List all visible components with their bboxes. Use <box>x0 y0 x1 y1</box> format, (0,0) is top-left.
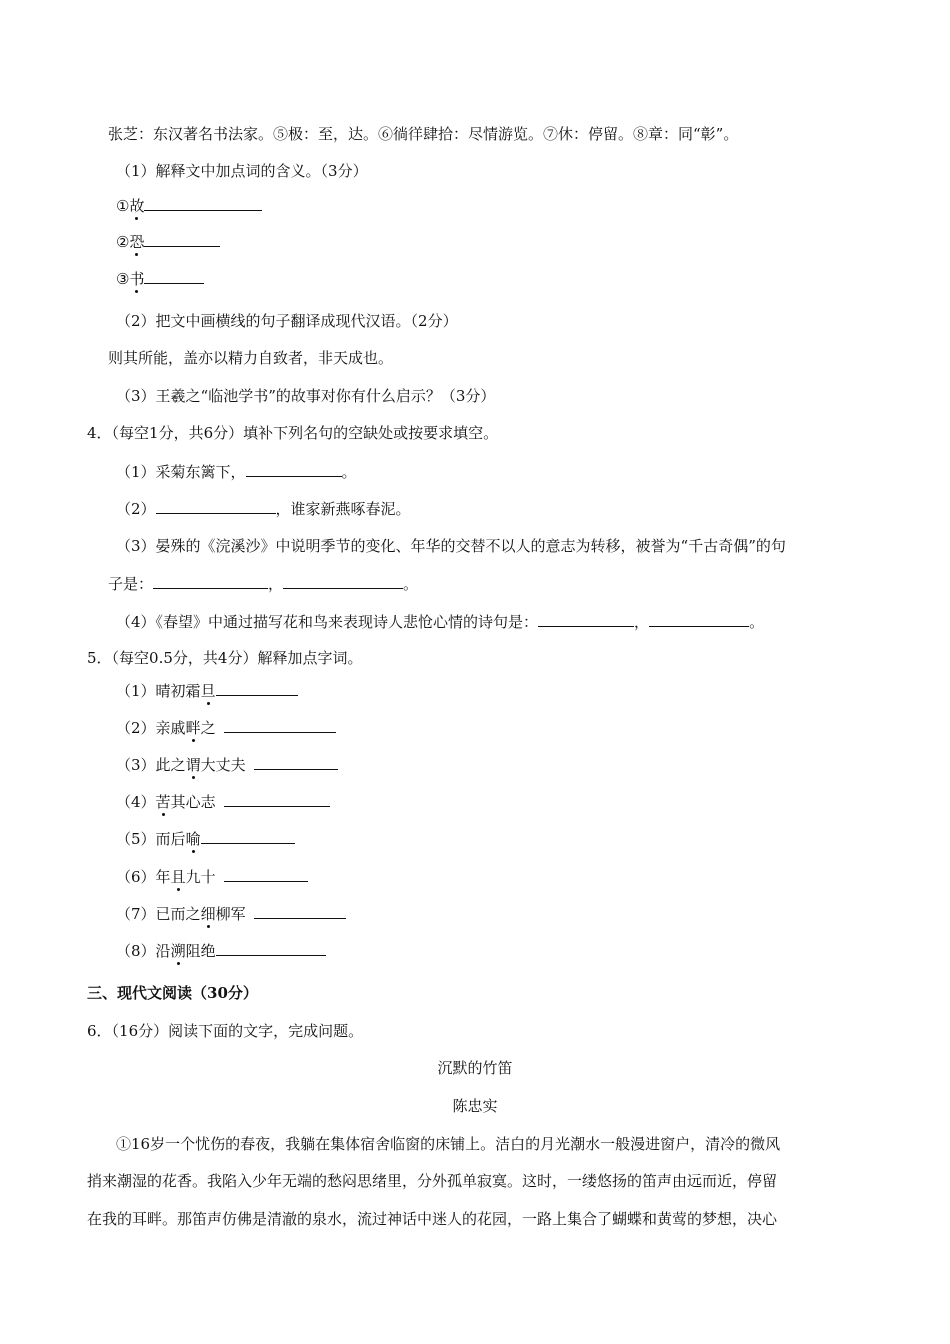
answer-blank[interactable] <box>224 866 308 882</box>
paragraph-line: ①16岁一个忧伤的春夜，我躺在集体宿舍临窗的床铺上。洁白的月光潮水一般漫进窗户，清冷的微风 <box>116 1135 781 1153</box>
answer-blank[interactable] <box>224 791 330 807</box>
question-4-2 <box>116 498 411 519</box>
question-3-1-item-b <box>116 231 220 252</box>
item-number: （8） <box>116 942 156 960</box>
dotted-word: 谓 <box>185 756 201 774</box>
question-5: 5．（每空0.5分，共4分）解释加点字词。 <box>87 649 363 667</box>
question-5-item-8 <box>116 940 326 961</box>
dotted-word: 畔 <box>185 719 201 737</box>
answer-blank[interactable] <box>254 903 346 919</box>
prompt-text: 九十 <box>185 868 216 886</box>
footnote-line: 张芝：东汉著名书法家。⑤极：至，达。⑥徜徉肆拾：尽情游览。⑦休：停留。⑧章：同“彰”。 <box>108 125 739 143</box>
prompt-text: 。 <box>341 463 357 481</box>
question-5-item-6 <box>116 866 308 887</box>
prompt-text: ， <box>268 575 284 593</box>
prompt-text: 此之 <box>155 756 186 774</box>
answer-blank[interactable] <box>144 195 262 211</box>
answer-blank[interactable] <box>216 680 298 696</box>
answer-blank[interactable] <box>649 611 749 627</box>
item-number: （7） <box>116 905 156 923</box>
article-author: 陈忠实 <box>452 1097 498 1115</box>
answer-blank[interactable] <box>246 461 342 477</box>
dotted-word: 溯 <box>170 942 186 960</box>
answer-blank[interactable] <box>153 573 268 589</box>
dotted-word: 细 <box>200 905 216 923</box>
dotted-word: 故 <box>129 197 145 215</box>
item-number: （3） <box>116 756 156 774</box>
prompt-text: 亲戚 <box>155 719 186 737</box>
answer-blank[interactable] <box>156 498 276 514</box>
question-6: 6．（16分）阅读下面的文字，完成问题。 <box>87 1022 364 1040</box>
question-5-item-1 <box>116 680 298 701</box>
answer-blank[interactable] <box>538 611 634 627</box>
prompt-text: 。 <box>749 613 765 631</box>
question-3-3: （3）王羲之“临池学书”的故事对你有什么启示？（3分） <box>116 387 496 405</box>
question-4-3-line-2 <box>108 573 418 594</box>
question-4: 4．（每空1分，共6分）填补下列名句的空缺处或按要求填空。 <box>87 424 499 442</box>
section-heading: 三、现代文阅读（30分） <box>87 984 258 1002</box>
paragraph-line: 捎来潮湿的花香。我陷入少年无端的愁闷思绪里，分外孤单寂寞。这时，一缕悠扬的笛声由远而近，停留 <box>87 1172 778 1190</box>
prompt-text: 年 <box>155 868 171 886</box>
answer-blank[interactable] <box>224 717 336 733</box>
item-number: （1） <box>116 682 156 700</box>
answer-blank[interactable] <box>201 828 295 844</box>
question-5-item-3 <box>116 754 338 775</box>
item-number: （4） <box>116 793 156 811</box>
question-4-4 <box>116 611 764 632</box>
prompt-text: 之 <box>200 719 216 737</box>
item-number: （2） <box>116 719 156 737</box>
translation-sentence: 则其所能，盖亦以精力自致者，非天成也。 <box>108 349 394 367</box>
item-number: （6） <box>116 868 156 886</box>
item-number: ① <box>116 197 130 215</box>
prompt-text: 而后 <box>155 830 186 848</box>
prompt-text: 晴初霜 <box>155 682 201 700</box>
question-3-1: （1）解释文中加点词的含义。（3分） <box>116 162 368 180</box>
item-number: （5） <box>116 830 156 848</box>
paragraph-line: 在我的耳畔。那笛声仿佛是清澈的泉水，流过神话中迷人的花园，一路上集合了蝴蝶和黄莺的梦想，决心 <box>87 1210 778 1228</box>
answer-blank[interactable] <box>216 940 326 956</box>
prompt-text: （2） <box>116 500 156 518</box>
dotted-word: 旦 <box>200 682 216 700</box>
prompt-text: 其心志 <box>170 793 216 811</box>
question-5-item-5 <box>116 828 295 849</box>
item-number: ③ <box>116 270 130 288</box>
answer-blank[interactable] <box>144 231 220 247</box>
dotted-word: 书 <box>129 270 145 288</box>
prompt-text: （4）《春望》中通过描写花和鸟来表现诗人悲怆心情的诗句是： <box>116 613 539 631</box>
prompt-text: ，谁家新燕啄春泥。 <box>275 500 411 518</box>
answer-blank[interactable] <box>254 754 338 770</box>
dotted-word: 恐 <box>129 233 145 251</box>
item-number: ② <box>116 233 130 251</box>
prompt-text: （1）采菊东篱下， <box>116 463 246 481</box>
answer-blank[interactable] <box>283 573 403 589</box>
question-3-2: （2）把文中画横线的句子翻译成现代汉语。（2分） <box>116 312 458 330</box>
prompt-text: 阻绝 <box>185 942 216 960</box>
question-4-3-line-1: （3）晏殊的《浣溪沙》中说明季节的变化、年华的交替不以人的意志为转移，被誉为“千古奇偶”的句 <box>116 537 786 555</box>
answer-blank[interactable] <box>144 268 204 284</box>
prompt-text: 大丈夫 <box>200 756 246 774</box>
article-title: 沉默的竹笛 <box>437 1059 513 1077</box>
prompt-text: 子是： <box>108 575 154 593</box>
question-4-1 <box>116 461 357 482</box>
question-3-1-item-c <box>116 268 204 289</box>
prompt-text: 沿 <box>155 942 171 960</box>
question-5-item-7 <box>116 903 346 924</box>
question-3-1-item-a <box>116 195 262 216</box>
prompt-text: 柳军 <box>215 905 246 923</box>
dotted-word: 苦 <box>155 793 171 811</box>
question-5-item-2 <box>116 717 336 738</box>
dotted-word: 且 <box>170 868 186 886</box>
prompt-text: ， <box>634 613 650 631</box>
prompt-text: 已而之 <box>155 905 201 923</box>
question-5-item-4 <box>116 791 330 812</box>
prompt-text: 。 <box>403 575 419 593</box>
dotted-word: 喻 <box>185 830 201 848</box>
